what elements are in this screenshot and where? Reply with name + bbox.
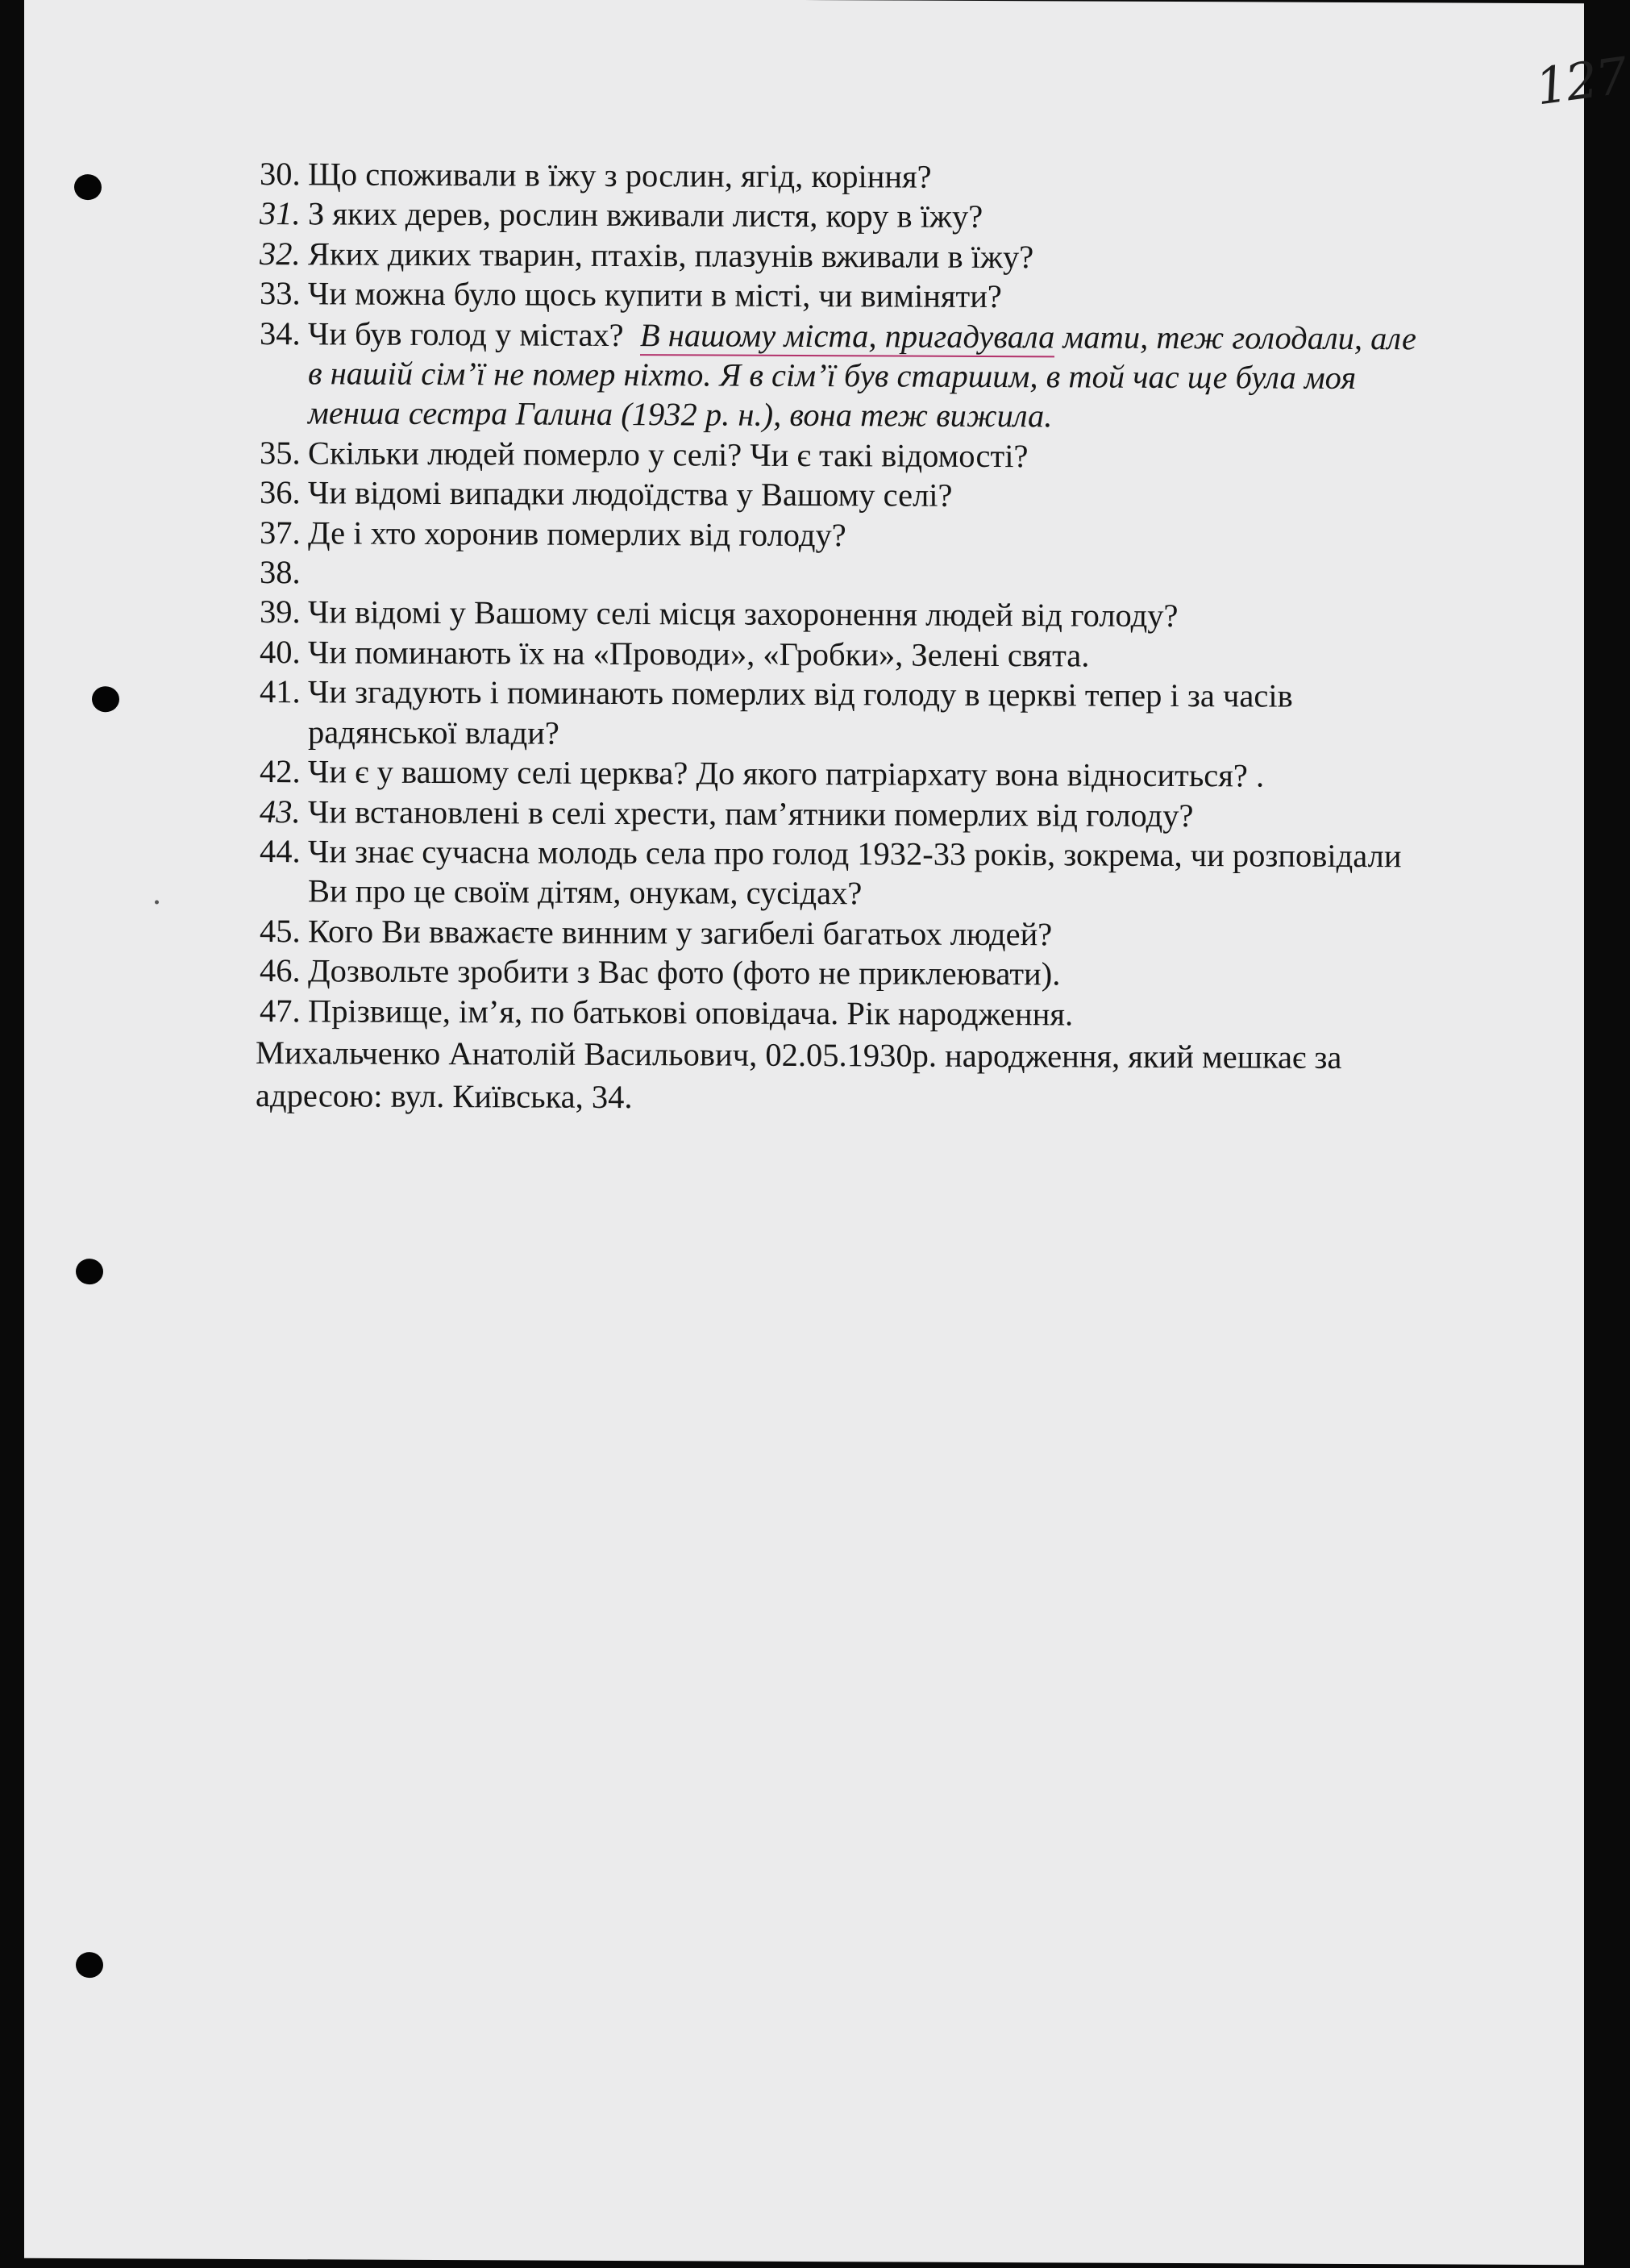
question-number: 41. (260, 673, 301, 710)
question-number: 33. (260, 275, 301, 312)
question-text: Скільки людей померло у селі? Чи є такі відомості? (308, 435, 1029, 475)
question-item (260, 472, 1549, 518)
question-item (260, 154, 1549, 199)
question-number: 38. (260, 554, 301, 591)
punch-hole (74, 174, 102, 200)
question-item (260, 951, 1549, 996)
question-number: 43. (260, 793, 301, 830)
question-number: 35. (260, 434, 301, 472)
question-number: 46. (260, 952, 301, 989)
punch-hole (76, 1259, 103, 1284)
narrator-line: Михальченко Анатолій Васильович, 02.05.1930р. народження, який мешкає за (256, 1034, 1342, 1076)
question-text: Чи був голод у містах? (308, 314, 624, 353)
question-item (260, 314, 1549, 439)
question-item (260, 672, 1549, 757)
question-text: Чи можна було щось купити в місті, чи виміняти? (308, 275, 1002, 315)
question-number: 36. (260, 474, 301, 511)
question-number: 37. (260, 514, 301, 551)
document-page (24, 0, 1630, 2265)
question-number: 44. (260, 832, 301, 870)
answer-text: мати, теж голодали, але (1062, 318, 1417, 356)
question-item (260, 911, 1549, 956)
handwritten-page-number: 127 (1532, 45, 1630, 117)
question-text: Де і хто хоронив померлих від голоду? (308, 514, 846, 553)
question-text: Що споживали в їжу з рослин, ягід, коріння? (308, 156, 932, 195)
answer-underlined-text: В нашому міста, пригадувала (640, 317, 1054, 357)
question-item (260, 513, 1549, 558)
question-number: 30. (260, 156, 301, 193)
question-text: Чи згадують і поминають померлих від голоду в церкві тепер і за часів (308, 673, 1293, 714)
answer-text: в нашій сім’ї не помер ніхто. Я в сім’ї був старшим, в той час ще була моя (308, 355, 1357, 397)
question-item (260, 194, 1549, 239)
narrator-info (256, 1031, 1449, 1122)
question-text: Яких диких тварин, птахів, плазунів вживали в їжу? (308, 235, 1034, 276)
question-text: Кого Ви вважаєте винним у загибелі багатьох людей? (308, 913, 1053, 953)
question-text: Чи є у вашому селі церква? До якого патріархату вона відноситься? . (308, 753, 1265, 794)
question-number: 42. (260, 753, 301, 790)
question-item (260, 433, 1549, 478)
question-text: Чи відомі випадки людоїдства у Вашому селі? (308, 474, 953, 514)
question-text: Дозвольте зробити з Вас фото (фото не приклеювати). (308, 952, 1061, 993)
question-number: 34. (260, 314, 301, 352)
question-list (260, 154, 1549, 1036)
question-text: Чи поминають їх на «Проводи», «Гробки», Зелені свята. (308, 634, 1090, 674)
question-text: Прізвище, ім’я, по батькові оповідача. Рік народження. (308, 992, 1074, 1032)
question-item (260, 234, 1549, 279)
question-text: З яких дерев, рослин вживали листя, кору в їжу? (308, 195, 983, 235)
question-item (260, 991, 1549, 1036)
question-number: 32. (260, 235, 301, 273)
question-text-continued: Ви про це своїм дітям, онукам, сусідах? (308, 872, 863, 912)
punch-hole (76, 1952, 103, 1978)
question-number: 31. (260, 195, 301, 232)
question-number: 47. (260, 992, 301, 1029)
question-number: 45. (260, 912, 301, 949)
stray-mark (155, 900, 159, 904)
question-text-continued: радянської влади? (308, 714, 559, 751)
question-number: 40. (260, 633, 301, 671)
question-item (260, 831, 1549, 917)
answer-text: менша сестра Галина (1932 р. н.), вона теж вижила. (308, 394, 1053, 435)
question-item (260, 632, 1549, 677)
question-text: Чи встановлені в селі хрести, пам’ятники померлих від голоду? (308, 793, 1194, 834)
question-text: Чи відомі у Вашому селі місця захоронення людей від голоду? (308, 593, 1179, 635)
question-item (260, 792, 1549, 837)
punch-hole (92, 686, 119, 712)
question-number: 39. (260, 593, 301, 630)
question-item (260, 552, 1549, 597)
question-text: Чи знає сучасна молодь села про голод 1932-33 років, зокрема, чи розповідали (308, 833, 1402, 875)
question-item (260, 593, 1549, 638)
narrator-line: адресою: вул. Київська, 34. (256, 1077, 633, 1116)
question-item (260, 273, 1549, 318)
question-item (260, 751, 1549, 797)
